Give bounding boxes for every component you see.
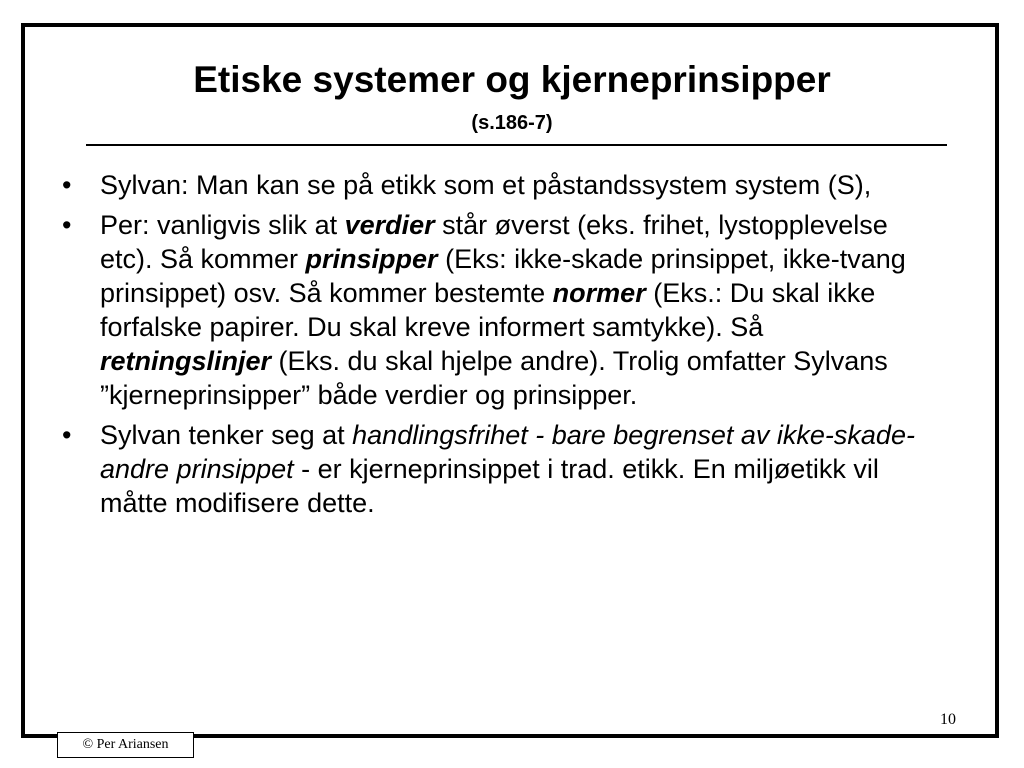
copyright-notice: © Per Ariansen [57,732,194,758]
bullet-text: står øverst (eks. frihet, lystopplevelse etc). Så kommer [100,210,888,274]
bullet-text: - er kjerneprinsippet i trad. etikk. En miljøetikk vil måtte modifisere dette. [100,454,879,518]
emphasized-term: handlingsfrihet - bare begrenset av ikke-skade-andre prinsippet [100,420,915,484]
emphasized-term: verdier [344,210,435,240]
bullet-item [56,418,941,520]
bullet-list [56,168,941,526]
bullet-item [56,168,941,202]
bullet-text: (Eks: ikke-skade prinsippet, ikke-tvang prinsippet) osv. Så kommer bestemte [100,244,906,308]
title-divider [86,144,947,146]
bullet-point-icon: • [62,210,72,240]
bullet-text: Sylvan: Man kan se på etikk som et påstandssystem system (S), [100,170,872,200]
bullet-text: Sylvan tenker seg at [100,420,353,450]
emphasized-term: prinsipper [305,244,438,274]
slide-title: Etiske systemer og kjerneprinsipper [193,59,831,100]
bullet-text: (Eks.: Du skal ikke forfalske papirer. Du skal kreve informert samtykke). Så [100,278,876,342]
page-number: 10 [940,711,956,728]
emphasized-term: normer [552,278,646,308]
bullet-item [56,208,941,412]
emphasized-term: retningslinjer [100,346,272,376]
bullet-text: (Eks. du skal hjelpe andre). Trolig omfatter Sylvans ”kjerneprinsipper” både verdier og prinsipper. [100,346,888,410]
bullet-text: Per: vanligvis slik at [100,210,345,240]
bullet-point-icon: • [62,170,72,200]
slide-subtitle: (s.186-7) [471,112,553,134]
bullet-point-icon: • [62,420,72,450]
